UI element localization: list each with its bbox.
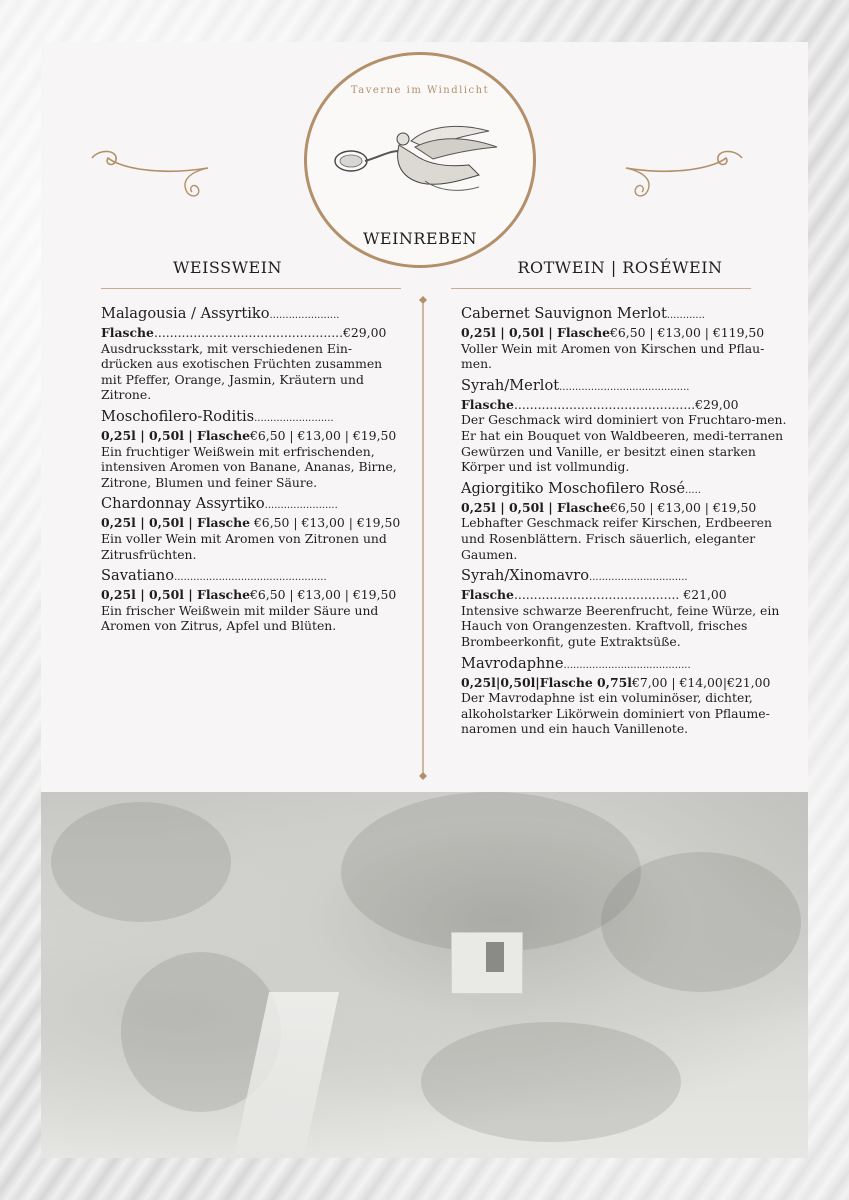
wine-description: Voller Wein mit Aromen von Kirschen und Pflau-men. bbox=[461, 340, 765, 372]
wine-name: Syrah/Merlot bbox=[461, 376, 560, 394]
price-values: €6,50 | €13,00 | €19,50 bbox=[249, 427, 397, 443]
wine-name: Mavrodaphne bbox=[461, 654, 564, 672]
price-label: 0,25l | 0,50l | Flasche bbox=[101, 587, 250, 603]
price-values: €21,00 bbox=[679, 587, 727, 603]
price-label: 0,25l | 0,50l | Flasche bbox=[101, 515, 250, 531]
price-values: €6,50 | €13,00 | €19,50 bbox=[249, 515, 401, 531]
white-wine-list bbox=[101, 305, 401, 639]
wine-name: Savatiano bbox=[101, 567, 175, 585]
left-rule bbox=[101, 288, 401, 289]
wine-name: Syrah/Xinomavro bbox=[461, 567, 590, 585]
wine-description: Ausdrucksstark, mit verschiedenen Ein-drücken aus exotischen Früchten zusammen mit Pfeffer, Orange, Jasmin, Kräutern und Zitrone. bbox=[101, 340, 383, 403]
wine-item bbox=[101, 305, 401, 403]
price-values: €6,50 | €13,00 | €119,50 bbox=[609, 325, 765, 340]
leader-dots: ..... bbox=[685, 484, 701, 496]
price-values: €7,00 | €14,00|€21,00 bbox=[631, 674, 771, 690]
wine-description: Der Mavrodaphne ist ein voluminöser, dichter, alkoholstarker Likörwein dominiert von Pflaume-naromen und ein hauch Vanillenote. bbox=[461, 690, 770, 737]
page-title: WEINREBEN bbox=[362, 229, 478, 248]
price-label: Flasche bbox=[461, 587, 514, 603]
right-rule bbox=[451, 288, 751, 289]
wine-item bbox=[461, 567, 791, 649]
red-wine-heading: ROTWEIN | ROSÉWEIN bbox=[517, 258, 723, 277]
logo-emblem bbox=[304, 52, 536, 268]
wine-item bbox=[461, 305, 791, 372]
red-wine-list bbox=[461, 305, 791, 742]
wine-item bbox=[101, 567, 401, 634]
leader-dots: ........................................ bbox=[563, 659, 691, 671]
price-label: Flasche bbox=[461, 396, 514, 412]
wine-description: Ein fruchtiger Weißwein mit erfrischenden, intensiven Aromen von Banane, Ananas, Birne, Zitrone, Blumen und feiner Säure. bbox=[101, 443, 397, 490]
swirl-ornament-icon bbox=[624, 146, 744, 204]
wine-description: Intensive schwarze Beerenfrucht, feine Würze, ein Hauch von Orangenzesten. Kraftvoll, frisches Brombeerkonfit, gute Extraktsüße. bbox=[461, 602, 780, 649]
wine-name: Moschofilero-Roditis bbox=[101, 407, 255, 425]
price-label: 0,25l | 0,50l | Flasche bbox=[461, 325, 610, 340]
leader-dots: ................................................ bbox=[153, 325, 344, 340]
swirl-ornament-icon bbox=[90, 146, 210, 204]
wine-description: Der Geschmack wird dominiert von Fruchtaro-men. Er hat ein Bouquet von Waldbeeren, medi-terranen Gewürzen und Vanille, er besitzt einen starken Körper und ist vollmundig. bbox=[461, 412, 787, 475]
leader-dots: .............................................. bbox=[513, 396, 696, 412]
wine-description: Lebhafter Geschmack reifer Kirschen, Erdbeeren und Rosenblättern. Frisch säuerlich, eleganter Gaumen. bbox=[461, 515, 772, 562]
wine-item bbox=[101, 408, 401, 490]
landscape-photo bbox=[41, 792, 808, 1158]
price-values: €6,50 | €13,00 | €19,50 bbox=[249, 587, 397, 603]
wine-item bbox=[461, 377, 791, 475]
leader-dots: ................................................ bbox=[174, 572, 327, 584]
leader-dots: ....................... bbox=[264, 500, 338, 512]
wine-name: Malagousia / Assyrtiko bbox=[101, 305, 270, 322]
wine-name: Cabernet Sauvignon Merlot bbox=[461, 305, 667, 322]
leader-dots: .......................................... bbox=[513, 587, 680, 603]
column-divider bbox=[419, 296, 427, 780]
leader-dots: ...................... bbox=[269, 310, 340, 321]
wine-item bbox=[461, 655, 791, 737]
leader-dots: ............................... bbox=[589, 572, 688, 584]
wine-item bbox=[101, 495, 401, 562]
leader-dots: ......................... bbox=[254, 412, 334, 424]
brand-name: Taverne im Windlicht bbox=[350, 85, 490, 96]
wine-name: Chardonnay Assyrtiko bbox=[101, 495, 265, 513]
wine-name: Agiorgitiko Moschofilero Rosé bbox=[461, 479, 686, 497]
price-values: €29,00 bbox=[343, 325, 387, 340]
wine-item bbox=[461, 480, 791, 562]
leader-dots: ............ bbox=[666, 310, 705, 321]
leader-dots: ......................................... bbox=[559, 381, 690, 393]
price-label: 0,25l | 0,50l | Flasche bbox=[101, 427, 250, 443]
white-wine-heading: WEISSWEIN bbox=[172, 258, 283, 277]
wine-description: Ein voller Wein mit Aromen von Zitronen und Zitrusfrüchten. bbox=[101, 530, 387, 562]
price-values: €29,00 bbox=[695, 396, 739, 412]
winged-figure-icon bbox=[329, 121, 509, 201]
price-label: 0,25l|0,50l|Flasche 0,75l bbox=[461, 674, 632, 690]
wine-description: Ein frischer Weißwein mit milder Säure und Aromen von Zitrus, Apfel und Blüten. bbox=[101, 602, 379, 634]
price-label: Flasche bbox=[101, 325, 154, 340]
price-values: €6,50 | €13,00 | €19,50 bbox=[609, 499, 757, 515]
price-label: 0,25l | 0,50l | Flasche bbox=[461, 499, 610, 515]
